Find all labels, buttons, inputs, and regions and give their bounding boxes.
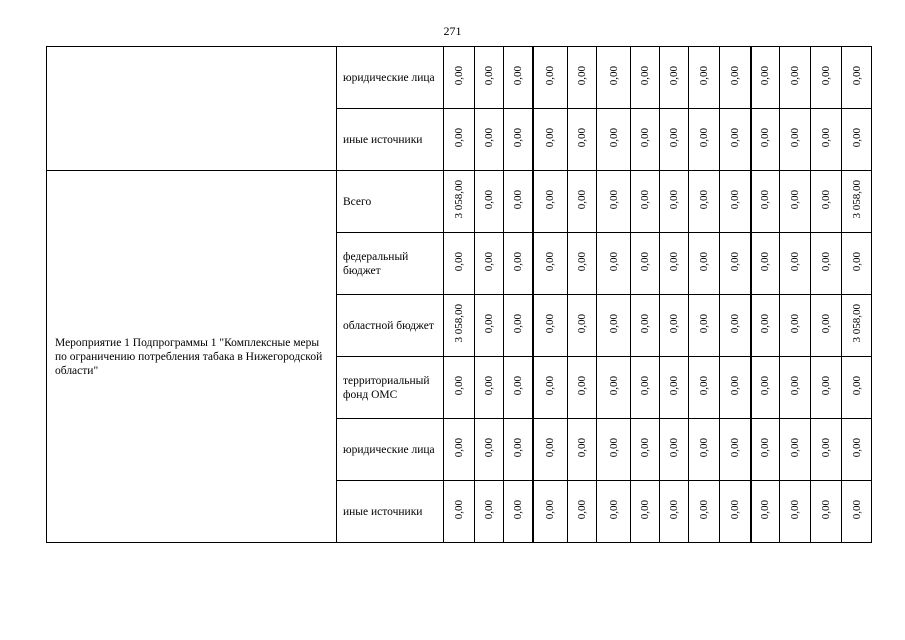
value-cell bbox=[660, 419, 689, 481]
value-text: 0,00 bbox=[850, 499, 863, 520]
value-text: 0,00 bbox=[544, 437, 557, 458]
value-text: 0,00 bbox=[453, 127, 465, 148]
value-text: 0,00 bbox=[511, 499, 524, 520]
value-cell bbox=[751, 295, 780, 357]
value-text: 0,00 bbox=[483, 437, 495, 458]
funding-source-label: территориальный фонд ОМС bbox=[337, 357, 444, 419]
value-text: 0,00 bbox=[728, 313, 741, 334]
value-text: 0,00 bbox=[511, 313, 524, 334]
value-cell bbox=[842, 295, 872, 357]
value-cell bbox=[842, 481, 872, 543]
value-text: 0,00 bbox=[698, 375, 710, 396]
value-cell bbox=[689, 295, 720, 357]
value-cell bbox=[842, 171, 872, 233]
value-text: 0,00 bbox=[728, 437, 741, 458]
value-cell bbox=[504, 481, 533, 543]
table-row bbox=[47, 47, 872, 109]
value-text: 0,00 bbox=[759, 375, 772, 396]
value-text: 0,00 bbox=[511, 375, 524, 396]
value-cell bbox=[475, 295, 504, 357]
value-cell bbox=[568, 481, 597, 543]
value-text: 3 058,00 bbox=[453, 180, 465, 219]
value-cell bbox=[689, 357, 720, 419]
value-cell bbox=[533, 233, 568, 295]
value-cell bbox=[751, 233, 780, 295]
value-cell bbox=[751, 109, 780, 171]
value-cell bbox=[689, 47, 720, 109]
value-text: 0,00 bbox=[607, 189, 620, 210]
value-text: 0,00 bbox=[789, 499, 801, 520]
value-text: 0,00 bbox=[728, 375, 741, 396]
value-cell bbox=[811, 295, 842, 357]
value-text: 0,00 bbox=[728, 499, 741, 520]
funding-source-label: иные источники bbox=[337, 109, 444, 171]
value-cell bbox=[444, 295, 475, 357]
value-text: 0,00 bbox=[698, 313, 710, 334]
value-cell bbox=[475, 419, 504, 481]
value-cell bbox=[811, 357, 842, 419]
value-cell bbox=[444, 109, 475, 171]
value-cell bbox=[720, 233, 751, 295]
value-cell bbox=[631, 233, 660, 295]
value-cell bbox=[720, 419, 751, 481]
value-cell bbox=[780, 109, 811, 171]
value-cell bbox=[660, 295, 689, 357]
funding-source-label: федеральный бюджет bbox=[337, 233, 444, 295]
value-text: 0,00 bbox=[639, 437, 651, 458]
value-cell bbox=[568, 109, 597, 171]
value-text: 0,00 bbox=[698, 65, 710, 86]
value-cell bbox=[475, 47, 504, 109]
value-cell bbox=[751, 47, 780, 109]
value-cell bbox=[660, 171, 689, 233]
value-text: 0,00 bbox=[789, 313, 801, 334]
value-cell bbox=[842, 419, 872, 481]
value-text: 0,00 bbox=[820, 437, 832, 458]
value-text: 0,00 bbox=[698, 437, 710, 458]
value-text: 0,00 bbox=[576, 251, 588, 272]
value-text: 0,00 bbox=[759, 251, 772, 272]
value-text: 0,00 bbox=[453, 499, 465, 520]
value-cell bbox=[660, 233, 689, 295]
value-cell bbox=[533, 109, 568, 171]
value-text: 0,00 bbox=[483, 313, 495, 334]
value-cell bbox=[689, 171, 720, 233]
value-text: 0,00 bbox=[544, 499, 557, 520]
value-text: 0,00 bbox=[728, 65, 741, 86]
value-text: 0,00 bbox=[639, 65, 651, 86]
value-cell bbox=[811, 419, 842, 481]
value-cell bbox=[631, 171, 660, 233]
value-cell bbox=[568, 419, 597, 481]
value-text: 0,00 bbox=[639, 499, 651, 520]
value-text: 0,00 bbox=[576, 65, 588, 86]
value-text: 0,00 bbox=[576, 189, 588, 210]
value-text: 0,00 bbox=[820, 499, 832, 520]
funding-source-label: юридические лица bbox=[337, 47, 444, 109]
value-text: 0,00 bbox=[698, 189, 710, 210]
value-text: 0,00 bbox=[759, 65, 772, 86]
value-text: 0,00 bbox=[820, 313, 832, 334]
value-text: 0,00 bbox=[728, 189, 741, 210]
value-cell bbox=[597, 419, 631, 481]
value-cell bbox=[504, 233, 533, 295]
value-text: 0,00 bbox=[511, 189, 524, 210]
value-cell bbox=[568, 357, 597, 419]
value-text: 0,00 bbox=[453, 437, 465, 458]
value-text: 0,00 bbox=[668, 189, 680, 210]
value-text: 0,00 bbox=[759, 127, 772, 148]
value-cell bbox=[689, 109, 720, 171]
value-cell bbox=[475, 481, 504, 543]
value-cell bbox=[631, 481, 660, 543]
value-cell bbox=[597, 481, 631, 543]
value-cell bbox=[631, 47, 660, 109]
value-text: 0,00 bbox=[639, 313, 651, 334]
value-text: 0,00 bbox=[544, 65, 557, 86]
value-cell bbox=[780, 357, 811, 419]
value-text: 0,00 bbox=[544, 375, 557, 396]
value-cell bbox=[842, 357, 872, 419]
value-cell bbox=[533, 357, 568, 419]
value-cell bbox=[720, 171, 751, 233]
value-text: 0,00 bbox=[511, 437, 524, 458]
value-text: 0,00 bbox=[639, 251, 651, 272]
funding-table bbox=[46, 46, 872, 543]
value-cell bbox=[780, 295, 811, 357]
value-cell bbox=[811, 171, 842, 233]
value-text: 0,00 bbox=[639, 189, 651, 210]
value-text: 0,00 bbox=[511, 65, 524, 86]
value-cell bbox=[597, 357, 631, 419]
value-text: 3 058,00 bbox=[850, 304, 863, 343]
value-cell bbox=[842, 47, 872, 109]
value-text: 0,00 bbox=[698, 499, 710, 520]
value-text: 0,00 bbox=[607, 313, 620, 334]
value-text: 0,00 bbox=[668, 499, 680, 520]
value-cell bbox=[780, 481, 811, 543]
value-cell bbox=[780, 233, 811, 295]
value-text: 0,00 bbox=[483, 375, 495, 396]
value-text: 0,00 bbox=[607, 375, 620, 396]
value-text: 0,00 bbox=[483, 251, 495, 272]
value-cell bbox=[475, 171, 504, 233]
value-text: 0,00 bbox=[576, 127, 588, 148]
value-text: 0,00 bbox=[483, 127, 495, 148]
value-cell bbox=[444, 357, 475, 419]
value-text: 0,00 bbox=[698, 127, 710, 148]
value-text: 0,00 bbox=[453, 375, 465, 396]
value-text: 0,00 bbox=[607, 127, 620, 148]
value-text: 0,00 bbox=[668, 313, 680, 334]
value-text: 0,00 bbox=[850, 437, 863, 458]
value-text: 0,00 bbox=[607, 499, 620, 520]
value-text: 0,00 bbox=[850, 127, 863, 148]
value-text: 0,00 bbox=[789, 127, 801, 148]
value-text: 0,00 bbox=[483, 189, 495, 210]
value-text: 0,00 bbox=[607, 437, 620, 458]
value-cell bbox=[568, 295, 597, 357]
value-cell bbox=[720, 357, 751, 419]
value-cell bbox=[504, 47, 533, 109]
value-text: 0,00 bbox=[789, 189, 801, 210]
value-cell bbox=[533, 419, 568, 481]
value-text: 0,00 bbox=[544, 251, 557, 272]
measure-description: Мероприятие 1 Подпрограммы 1 "Комплексные меры по ограничению потребления табака в Нижегородской области" bbox=[47, 171, 337, 543]
value-text: 0,00 bbox=[820, 189, 832, 210]
value-text: 0,00 bbox=[759, 499, 772, 520]
value-cell bbox=[811, 481, 842, 543]
value-cell bbox=[568, 47, 597, 109]
value-text: 0,00 bbox=[850, 251, 863, 272]
value-cell bbox=[842, 109, 872, 171]
value-cell bbox=[533, 481, 568, 543]
value-text: 0,00 bbox=[544, 189, 557, 210]
value-cell bbox=[660, 357, 689, 419]
value-text: 0,00 bbox=[789, 375, 801, 396]
value-text: 0,00 bbox=[789, 437, 801, 458]
value-cell bbox=[660, 47, 689, 109]
value-text: 0,00 bbox=[728, 251, 741, 272]
value-text: 0,00 bbox=[668, 251, 680, 272]
value-cell bbox=[720, 295, 751, 357]
value-text: 0,00 bbox=[668, 437, 680, 458]
value-cell bbox=[811, 233, 842, 295]
value-text: 0,00 bbox=[850, 375, 863, 396]
value-text: 0,00 bbox=[453, 65, 465, 86]
value-text: 0,00 bbox=[759, 313, 772, 334]
value-cell bbox=[811, 47, 842, 109]
value-text: 0,00 bbox=[698, 251, 710, 272]
value-text: 0,00 bbox=[576, 499, 588, 520]
value-text: 0,00 bbox=[668, 65, 680, 86]
table-row bbox=[47, 171, 872, 233]
value-cell bbox=[597, 109, 631, 171]
value-text: 0,00 bbox=[576, 375, 588, 396]
value-cell bbox=[444, 481, 475, 543]
value-text: 0,00 bbox=[668, 127, 680, 148]
value-text: 0,00 bbox=[668, 375, 680, 396]
value-cell bbox=[631, 357, 660, 419]
value-text: 0,00 bbox=[850, 65, 863, 86]
value-text: 0,00 bbox=[607, 65, 620, 86]
value-cell bbox=[475, 233, 504, 295]
value-cell bbox=[475, 109, 504, 171]
value-text: 0,00 bbox=[576, 313, 588, 334]
funding-source-label: юридические лица bbox=[337, 419, 444, 481]
value-cell bbox=[842, 233, 872, 295]
value-cell bbox=[444, 47, 475, 109]
value-cell bbox=[568, 171, 597, 233]
value-cell bbox=[504, 357, 533, 419]
value-text: 0,00 bbox=[820, 127, 832, 148]
value-text: 0,00 bbox=[759, 189, 772, 210]
value-cell bbox=[660, 481, 689, 543]
value-text: 0,00 bbox=[544, 127, 557, 148]
value-cell bbox=[444, 419, 475, 481]
value-cell bbox=[504, 171, 533, 233]
value-cell bbox=[720, 481, 751, 543]
value-text: 0,00 bbox=[511, 251, 524, 272]
value-cell bbox=[631, 295, 660, 357]
value-cell bbox=[504, 109, 533, 171]
value-text: 0,00 bbox=[789, 251, 801, 272]
value-text: 3 058,00 bbox=[453, 304, 465, 343]
value-text: 0,00 bbox=[820, 65, 832, 86]
value-cell bbox=[597, 233, 631, 295]
value-cell bbox=[780, 171, 811, 233]
value-text: 3 058,00 bbox=[850, 180, 863, 219]
funding-source-label: Всего bbox=[337, 171, 444, 233]
value-text: 0,00 bbox=[820, 375, 832, 396]
value-cell bbox=[631, 109, 660, 171]
value-cell bbox=[720, 109, 751, 171]
value-text: 0,00 bbox=[789, 65, 801, 86]
value-text: 0,00 bbox=[639, 127, 651, 148]
value-cell bbox=[504, 295, 533, 357]
value-cell bbox=[660, 109, 689, 171]
value-cell bbox=[811, 109, 842, 171]
value-text: 0,00 bbox=[639, 375, 651, 396]
value-cell bbox=[597, 171, 631, 233]
page-number: 271 bbox=[443, 24, 462, 38]
value-cell bbox=[533, 295, 568, 357]
funding-source-label: областной бюджет bbox=[337, 295, 444, 357]
value-cell bbox=[568, 233, 597, 295]
value-cell bbox=[475, 357, 504, 419]
value-cell bbox=[751, 419, 780, 481]
value-cell bbox=[751, 357, 780, 419]
value-text: 0,00 bbox=[576, 437, 588, 458]
value-text: 0,00 bbox=[511, 127, 524, 148]
value-cell bbox=[597, 295, 631, 357]
value-text: 0,00 bbox=[759, 437, 772, 458]
value-cell bbox=[689, 233, 720, 295]
value-text: 0,00 bbox=[607, 251, 620, 272]
value-text: 0,00 bbox=[728, 127, 741, 148]
value-cell bbox=[597, 47, 631, 109]
value-text: 0,00 bbox=[820, 251, 832, 272]
measure-description bbox=[47, 47, 337, 171]
value-text: 0,00 bbox=[453, 251, 465, 272]
value-cell bbox=[780, 419, 811, 481]
funding-source-label: иные источники bbox=[337, 481, 444, 543]
value-text: 0,00 bbox=[544, 313, 557, 334]
value-cell bbox=[751, 171, 780, 233]
value-cell bbox=[444, 233, 475, 295]
value-cell bbox=[751, 481, 780, 543]
value-cell bbox=[689, 419, 720, 481]
value-cell bbox=[533, 47, 568, 109]
value-text: 0,00 bbox=[483, 499, 495, 520]
value-cell bbox=[689, 481, 720, 543]
value-cell bbox=[631, 419, 660, 481]
value-cell bbox=[720, 47, 751, 109]
value-cell bbox=[780, 47, 811, 109]
value-text: 0,00 bbox=[483, 65, 495, 86]
value-cell bbox=[504, 419, 533, 481]
value-cell bbox=[444, 171, 475, 233]
value-cell bbox=[533, 171, 568, 233]
